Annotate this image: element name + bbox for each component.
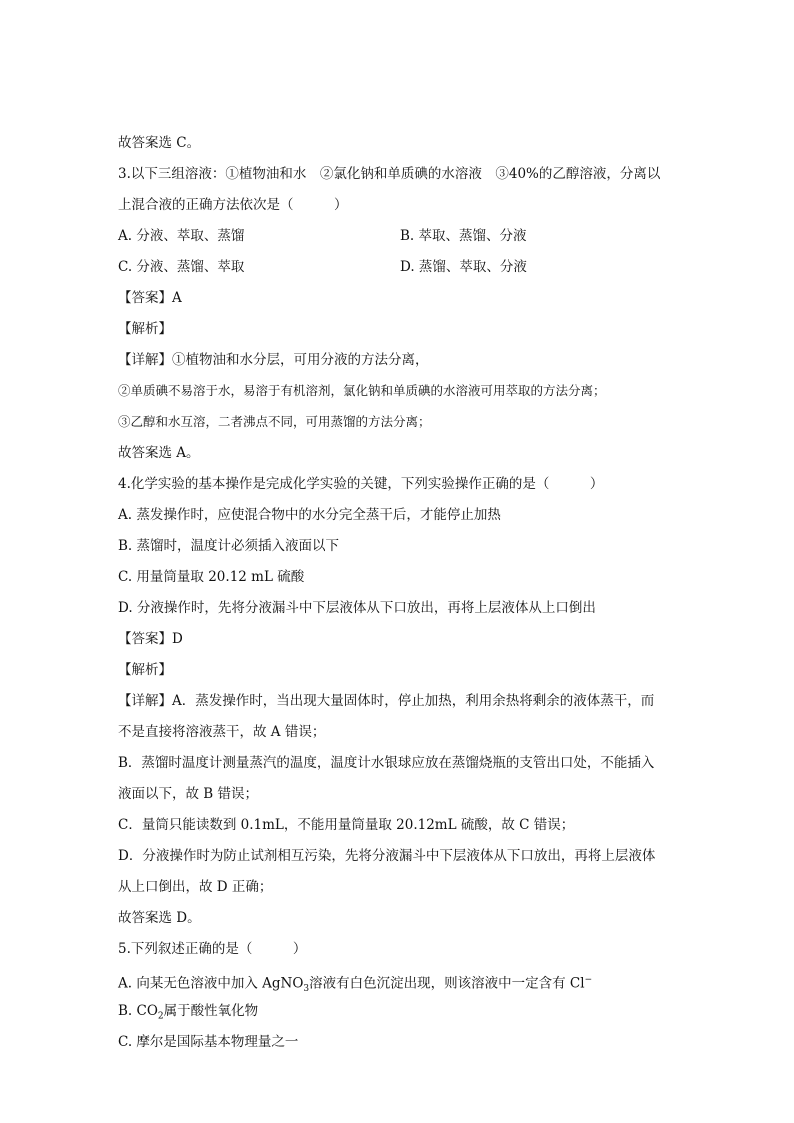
- q3-detail-line3: ③乙醇和水互溶，二者沸点不同，可用蒸馏的方法分离；: [118, 414, 431, 429]
- q5-stem: 5.下列叙述正确的是（ ）: [118, 941, 307, 957]
- q3-detail-line1: [118, 351, 429, 369]
- q4-stem: 4.化学实验的基本操作是完成化学实验的关键，下列实验操作正确的是（ ）: [118, 476, 604, 492]
- q3-analysis-heading: 【解析】: [118, 321, 172, 337]
- q4-analysis-heading: 【解析】: [118, 662, 172, 678]
- q5-option-a-superscript: −: [584, 975, 593, 985]
- q4-detail-line7: 从上口倒出，故 D 正确；: [118, 879, 273, 895]
- q4-option-c: C. 用量筒量取 20.12 mL 硫酸: [118, 569, 305, 585]
- q4-answer: 【答案】D: [118, 631, 183, 647]
- q5-option-b-text2: 属于酸性氧化物: [163, 1003, 259, 1019]
- q4-option-b: B. 蒸馏时，温度计必须插入液面以下: [118, 538, 340, 554]
- q5-option-b: [118, 1002, 258, 1026]
- q4-final-answer: 故答案选 D。: [118, 910, 201, 926]
- q5-option-a-text2: 溶液有白色沉淀出现，则该溶液中一定含有 Cl: [309, 975, 585, 992]
- q5-option-a-subscript: 3: [303, 984, 310, 995]
- q5-option-a-text1: A. 向某无色溶液中加入 AgNO: [118, 975, 304, 992]
- q4-detail-line1: [118, 692, 654, 710]
- q5-option-a: [118, 971, 592, 998]
- q4-detail-text1: A．蒸发操作时，当出现大量固体时，停止加热，利用余热将剩余的液体蒸干，而: [172, 693, 655, 709]
- q3-options-row1: [118, 227, 527, 245]
- q3-options-row2: [118, 258, 527, 276]
- q3-detail-tag: 【详解】: [118, 352, 172, 368]
- q3-detail-line2: ②单质碘不易溶于水，易溶于有机溶剂，氯化钠和单质碘的水溶液可用萃取的方法分离；: [118, 383, 606, 398]
- answer-line-q2: 故答案选 C。: [118, 135, 201, 151]
- q4-detail-line5: C．量筒只能读数到 0.1mL，不能用量筒量取 20.12mL 硫酸，故 C 错误；: [118, 817, 575, 833]
- q3-option-b: B. 萃取、蒸馏、分液: [400, 228, 527, 244]
- q3-final-answer: 故答案选 A。: [118, 445, 200, 461]
- q3-stem-line1: 3.以下三组溶液：①植物油和水 ②氯化钠和单质碘的水溶液 ③40%的乙醇溶液，分离以: [118, 166, 661, 182]
- q4-detail-tag: 【详解】: [118, 693, 172, 709]
- q5-option-b-text1: B. CO: [118, 1003, 158, 1019]
- q3-detail-text1: ①植物油和水分层，可用分液的方法分离，: [172, 352, 429, 368]
- q4-detail-line2: 不是直接将溶液蒸干，故 A 错误；: [118, 724, 326, 740]
- q4-option-a: A. 蒸发操作时，应使混合物中的水分完全蒸干后，才能停止加热: [118, 507, 501, 523]
- q4-detail-line3: B．蒸馏时温度计测量蒸汽的温度，温度计水银球应放在蒸馏烧瓶的支管出口处，不能插入: [118, 755, 655, 771]
- q3-stem-line2: 上混合液的正确方法依次是（ ）: [118, 197, 348, 213]
- q4-detail-line6: D．分液操作时为防止试剂相互污染，先将分液漏斗中下层液体从下口放出，再将上层液体: [118, 848, 656, 864]
- q3-option-a: A. 分液、萃取、蒸馏: [118, 228, 245, 244]
- q3-option-d: D. 蒸馏、萃取、分液: [400, 259, 527, 275]
- q4-detail-line4: 液面以下，故 B 错误；: [118, 786, 259, 802]
- q5-option-b-subscript: 2: [157, 1011, 164, 1022]
- q5-option-c: C. 摩尔是国际基本物理量之一: [118, 1034, 299, 1050]
- q4-option-d: D. 分液操作时，先将分液漏斗中下层液体从下口放出，再将上层液体从上口倒出: [118, 600, 596, 616]
- q3-answer: 【答案】A: [118, 290, 182, 306]
- q3-option-c: C. 分液、蒸馏、萃取: [118, 259, 245, 275]
